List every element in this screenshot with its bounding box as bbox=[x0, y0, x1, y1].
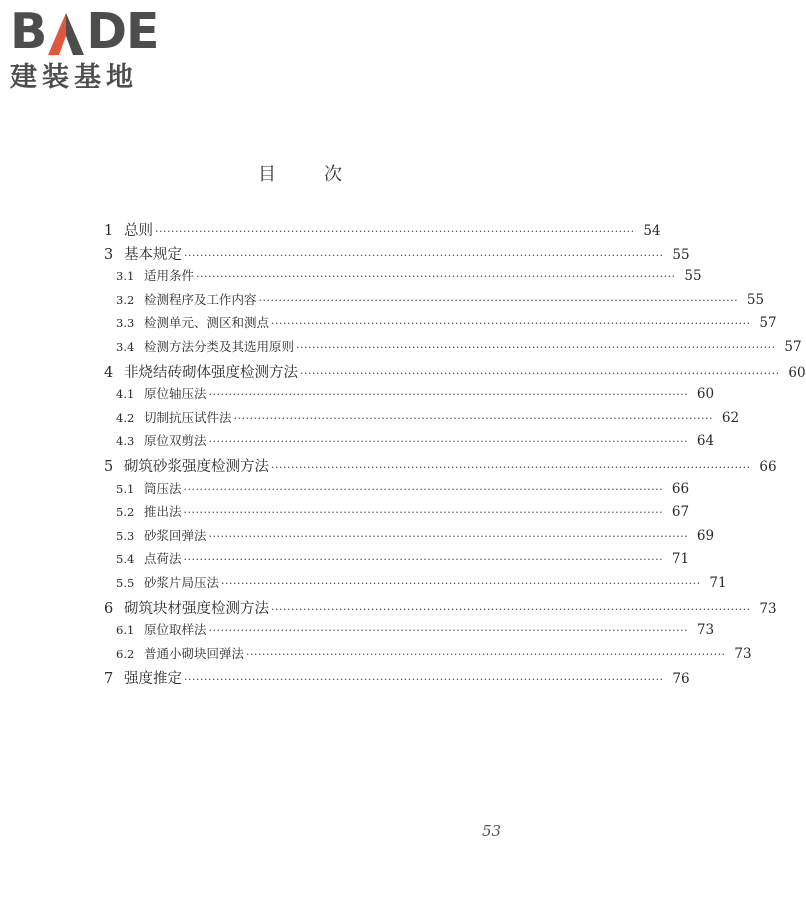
toc-section-entry[interactable] bbox=[104, 266, 702, 290]
toc-dot-leader: ························································································································ bbox=[258, 293, 739, 307]
logo-letters-end: DE bbox=[86, 3, 159, 60]
toc-entry-number: 6.1 bbox=[116, 623, 135, 638]
toc-section-entry[interactable] bbox=[104, 526, 715, 550]
toc-dot-leader: ························································································································ bbox=[155, 225, 635, 238]
toc-entry-number: 5 bbox=[104, 458, 114, 475]
toc-title bbox=[0, 160, 600, 186]
toc-dot-leader: ························································································································ bbox=[183, 482, 664, 496]
toc-entry-number: 3.3 bbox=[116, 316, 135, 331]
toc-entry-label: 原位轴压法 bbox=[144, 386, 207, 402]
toc-entry-page: 71 bbox=[709, 574, 727, 591]
toc-entry-number: 3.2 bbox=[116, 292, 135, 307]
toc-entry-page: 55 bbox=[672, 246, 690, 263]
toc-entry-page: 66 bbox=[759, 458, 777, 475]
toc-entry-number: 4.1 bbox=[116, 387, 135, 402]
toc-entry-number: 5.1 bbox=[116, 481, 135, 496]
toc-entry-number: 5.5 bbox=[116, 575, 135, 590]
toc-entry-number: 5.2 bbox=[116, 505, 135, 520]
toc-entry-page: 67 bbox=[671, 504, 690, 521]
toc-entry-page: 64 bbox=[696, 433, 715, 450]
toc-entry-page: 73 bbox=[734, 645, 752, 662]
toc-chapter-entry[interactable] bbox=[104, 597, 777, 621]
toc-entry-number: 3 bbox=[104, 246, 114, 263]
toc-dot-leader: ························································································································ bbox=[184, 673, 664, 687]
toc-dot-leader: ························································································································ bbox=[183, 553, 664, 567]
toc-chapter-entry[interactable] bbox=[104, 219, 661, 243]
toc-dot-leader: ························································································································ bbox=[246, 647, 726, 661]
toc-section-entry[interactable] bbox=[104, 337, 802, 361]
toc-section-entry[interactable] bbox=[104, 502, 690, 526]
table-of-contents bbox=[104, 219, 806, 691]
toc-entry-number: 3.4 bbox=[116, 339, 135, 354]
toc-entry-label: 强度推定 bbox=[124, 671, 182, 688]
toc-section-entry[interactable] bbox=[104, 313, 777, 337]
toc-entry-page: 55 bbox=[684, 268, 702, 285]
toc-entry-label: 总则 bbox=[124, 223, 153, 239]
toc-entry-page: 76 bbox=[672, 671, 690, 688]
toc-section-entry[interactable] bbox=[104, 549, 690, 573]
toc-entry-label: 砂浆回弹法 bbox=[144, 527, 207, 543]
toc-entry-label: 检测单元、测区和测点 bbox=[144, 315, 270, 331]
toc-title-char-2: 次 bbox=[324, 164, 342, 185]
toc-entry-page: 73 bbox=[696, 622, 715, 639]
toc-entry-page: 60 bbox=[696, 386, 715, 403]
toc-entry-number: 1 bbox=[104, 223, 114, 239]
toc-section-entry[interactable] bbox=[104, 644, 752, 668]
toc-entry-page: 69 bbox=[696, 527, 715, 544]
toc-section-entry[interactable] bbox=[104, 479, 690, 503]
toc-entry-label: 基本规定 bbox=[124, 246, 182, 263]
logo-a-triangle-icon bbox=[47, 12, 85, 56]
toc-entry-label: 原位双剪法 bbox=[144, 433, 207, 449]
toc-entry-label: 砂浆片局压法 bbox=[144, 574, 220, 590]
toc-entry-label: 普通小砌块回弹法 bbox=[144, 645, 245, 661]
toc-section-entry[interactable] bbox=[104, 620, 715, 644]
page-number: 53 bbox=[482, 822, 502, 840]
toc-entry-label: 检测方法分类及其选用原则 bbox=[144, 338, 295, 354]
toc-entry-label: 适用条件 bbox=[144, 268, 195, 284]
toc-entry-page: 71 bbox=[671, 551, 690, 568]
toc-dot-leader: ························································································································ bbox=[183, 506, 664, 520]
toc-chapter-entry[interactable] bbox=[104, 667, 690, 691]
toc-dot-leader: ························································································································ bbox=[300, 366, 780, 380]
toc-entry-label: 原位取样法 bbox=[144, 622, 207, 638]
toc-section-entry[interactable] bbox=[104, 431, 715, 455]
toc-entry-number: 4.2 bbox=[116, 410, 135, 425]
toc-entry-page: 60 bbox=[788, 364, 806, 381]
toc-entry-number: 4 bbox=[104, 364, 114, 381]
toc-section-entry[interactable] bbox=[104, 573, 727, 597]
toc-entry-label: 非烧结砖砌体强度检测方法 bbox=[124, 364, 298, 381]
toc-entry-label: 点荷法 bbox=[144, 551, 182, 567]
toc-entry-number: 3.1 bbox=[116, 269, 135, 284]
toc-dot-leader: ························································································································ bbox=[208, 388, 689, 402]
toc-dot-leader: ························································································································ bbox=[296, 340, 776, 354]
toc-entry-number: 7 bbox=[104, 671, 114, 688]
toc-dot-leader: ························································································································ bbox=[208, 624, 689, 638]
toc-section-entry[interactable] bbox=[104, 384, 715, 408]
toc-entry-label: 筒压法 bbox=[144, 480, 182, 496]
toc-dot-leader: ························································································································ bbox=[271, 602, 751, 616]
logo-letters-start: B bbox=[10, 3, 47, 60]
toc-dot-leader: ························································································································ bbox=[196, 270, 676, 284]
toc-entry-page: 73 bbox=[759, 600, 777, 617]
toc-entry-page: 57 bbox=[784, 338, 802, 355]
toc-title-char-1: 目 bbox=[258, 164, 276, 185]
toc-entry-label: 推出法 bbox=[144, 504, 182, 520]
logo-wordmark bbox=[10, 3, 172, 60]
toc-dot-leader: ························································································································ bbox=[208, 435, 689, 449]
toc-section-entry[interactable] bbox=[104, 290, 765, 314]
toc-entry-label: 砌筑砂浆强度检测方法 bbox=[124, 458, 269, 475]
toc-entry-label: 切制抗压试件法 bbox=[144, 409, 232, 425]
toc-dot-leader: ························································································································ bbox=[208, 529, 689, 543]
toc-entry-page: 66 bbox=[671, 480, 690, 497]
logo-subtitle: 建装基地 bbox=[10, 62, 138, 93]
toc-chapter-entry[interactable] bbox=[104, 455, 777, 479]
toc-entry-number: 5.4 bbox=[116, 552, 135, 567]
toc-dot-leader: ························································································································ bbox=[271, 317, 751, 331]
toc-section-entry[interactable] bbox=[104, 408, 740, 432]
toc-entry-label: 砌筑块材强度检测方法 bbox=[124, 600, 269, 617]
toc-entry-number: 6.2 bbox=[116, 646, 135, 661]
toc-dot-leader: ························································································································ bbox=[221, 576, 701, 590]
toc-entry-page: 57 bbox=[759, 315, 777, 332]
toc-dot-leader: ························································································································ bbox=[271, 460, 751, 474]
toc-entry-number: 6 bbox=[104, 600, 114, 617]
toc-dot-leader: ························································································································ bbox=[233, 411, 714, 425]
toc-entry-page: 54 bbox=[643, 223, 661, 239]
toc-chapter-entry[interactable] bbox=[104, 243, 690, 267]
toc-entry-number: 5.3 bbox=[116, 528, 135, 543]
toc-entry-label: 检测程序及工作内容 bbox=[144, 291, 257, 307]
toc-entry-number: 4.3 bbox=[116, 434, 135, 449]
toc-dot-leader: ························································································································ bbox=[184, 248, 664, 262]
toc-chapter-entry[interactable] bbox=[104, 361, 806, 385]
toc-entry-page: 62 bbox=[721, 409, 740, 426]
toc-entry-page: 55 bbox=[746, 291, 765, 308]
brand-logo bbox=[10, 3, 172, 93]
